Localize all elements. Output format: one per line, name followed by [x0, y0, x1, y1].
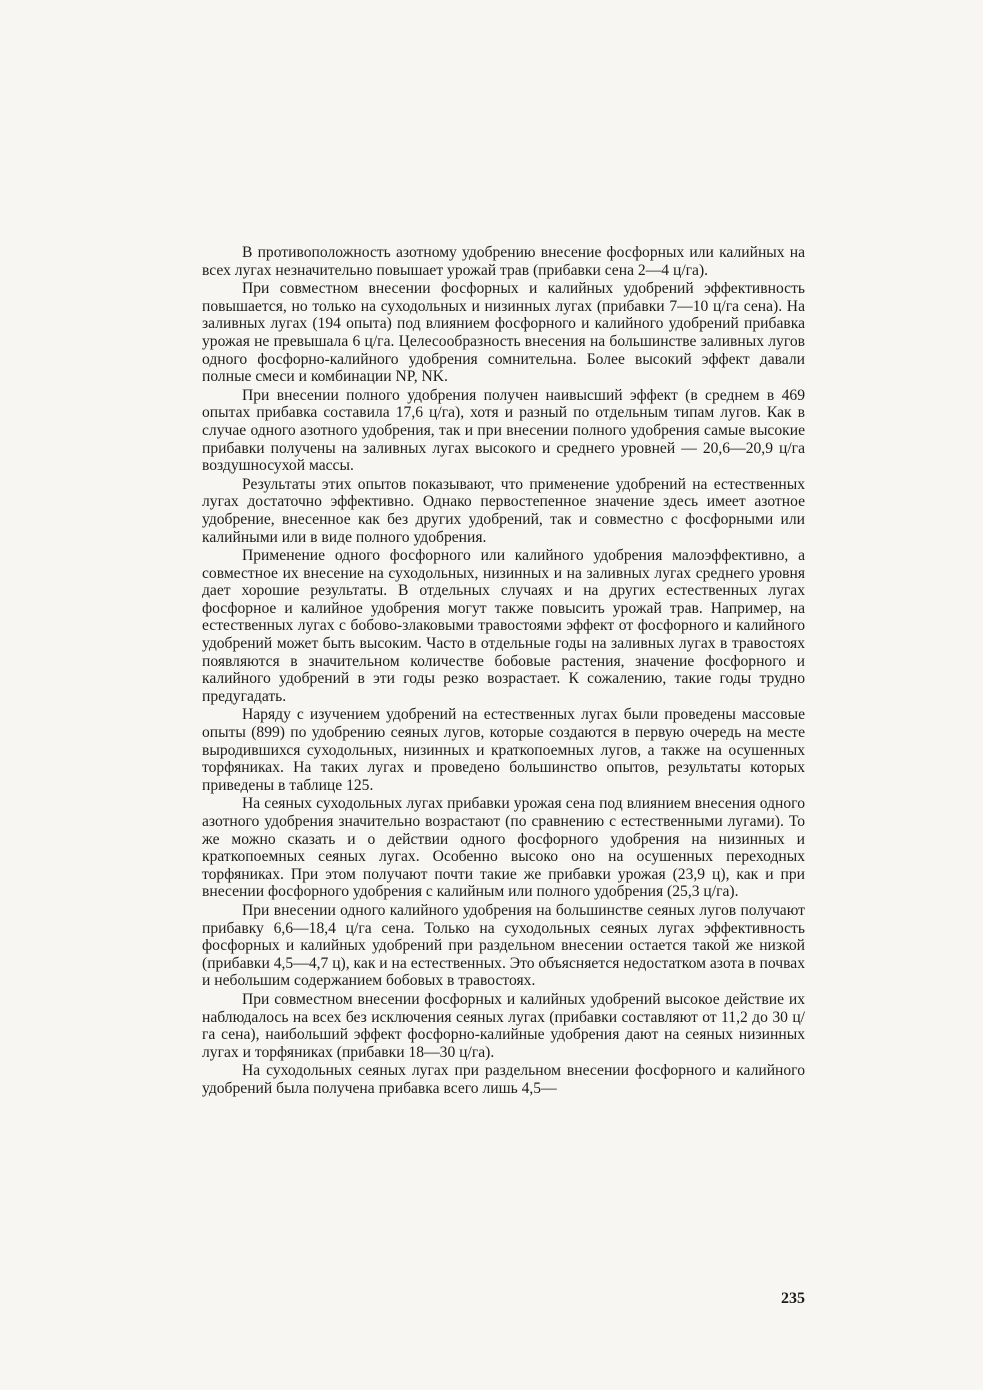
- paragraph: Применение одного фосфорного или калийного удобрения малоэффективно, а совместное их внесение на суходольных, низинных и на заливных лугах среднего уровня дает хорошие результаты. В отдельных случаях и на других естественных лугах фосфорное и калийное удобрения могут также повысить урожай трав. Например, на естественных лугах с бобово-злаковыми травостоями эффект от фосфорного и калийного удобрений может быть высоким. Часто в отдельные годы на заливных лугах в травостоях появляются в значительном количестве бобовые растения, значение фосфорного и калийного удобрений в эти годы резко возрастает. К сожалению, такие годы трудно предугадать.: [202, 547, 805, 705]
- paragraph: При совместном внесении фосфорных и калийных удобрений эффективность повышается, но только на суходольных и низинных лугах (прибавки 7—10 ц/га сена). На заливных лугах (194 опыта) под влиянием фосфорного и калийного удобрений прибавка урожая не превышала 6 ц/га. Целесообразность внесения на большинстве заливных лугов одного фосфорно-калийного удобрения сомнительна. Более высокий эффект давали полные смеси и комбинации NP, NK.: [202, 280, 805, 386]
- paragraph: При совместном внесении фосфорных и калийных удобрений высокое действие их наблюдалось на всех без исключения сеяных лугах (прибавки составляют от 11,2 до 30 ц/га сена), наибольший эффект фосфорно-калийные удобрения дают на сеяных низинных лугах и торфяниках (прибавки 18—30 ц/га).: [202, 990, 805, 1061]
- paragraph: При внесении полного удобрения получен наивысший эффект (в среднем в 469 опытах прибавка составила 17,6 ц/га), хотя и разный по отдельным типам лугов. Как в случае одного азотного удобрения, так и при внесении полного удобрения самые высокие прибавки получены на заливных лугах высокого и среднего уровней — 20,6—20,9 ц/га воздушносухой массы.: [202, 386, 805, 475]
- paragraph: На сеяных суходольных лугах прибавки урожая сена под влиянием внесения одного азотного удобрения значительно возрастают (по сравнению с естественными лугами). То же можно сказать и о действии одного фосфорного удобрения на низинных и краткопоемных сеяных лугах. Особенно высоко оно на осушенных переходных торфяниках. При этом получают почти такие же прибавки урожая (23,9 ц), как и при внесении фосфорного удобрения с калийным или полного удобрения (25,3 ц/га).: [202, 795, 805, 901]
- paragraph: Наряду с изучением удобрений на естественных лугах были проведены массовые опыты (899) по удобрению сеяных лугов, которые создаются в первую очередь на месте выродившихся суходольных, низинных и краткопоемных лугов, а также на осушенных торфяниках. На таких лугах и проведено большинство опытов, результаты которых приведены в таблице 125.: [202, 706, 805, 794]
- paragraph: При внесении одного калийного удобрения на большинстве сеяных лугов получают прибавку 6,6—18,4 ц/га сена. Только на суходольных сеяных лугах эффективность фосфорных и калийных удобрений при раздельном внесении остается такой же низкой (прибавки 4,5—4,7 ц), как и на естественных. Это объясняется недостатком азота в почвах и небольшим содержанием бобовых в травостоях.: [202, 901, 805, 990]
- paragraph: На суходольных сеяных лугах при раздельном внесении фосфорного и калийного удобрений была получена прибавка всего лишь 4,5—: [202, 1062, 805, 1097]
- page-number: 235: [781, 1290, 805, 1307]
- paragraph: В противоположность азотному удобрению внесение фосфорных или калийных на всех лугах незначительно повышает урожай трав (прибавки сена 2—4 ц/га).: [202, 244, 805, 279]
- page-body-text: [202, 244, 805, 1099]
- paragraph: Результаты этих опытов показывают, что применение удобрений на естественных лугах достаточно эффективно. Однако первостепенное значение здесь имеет азотное удобрение, внесенное как без других удобрений, так и совместно с фосфорными или калийными или в виде полного удобрения.: [202, 475, 805, 546]
